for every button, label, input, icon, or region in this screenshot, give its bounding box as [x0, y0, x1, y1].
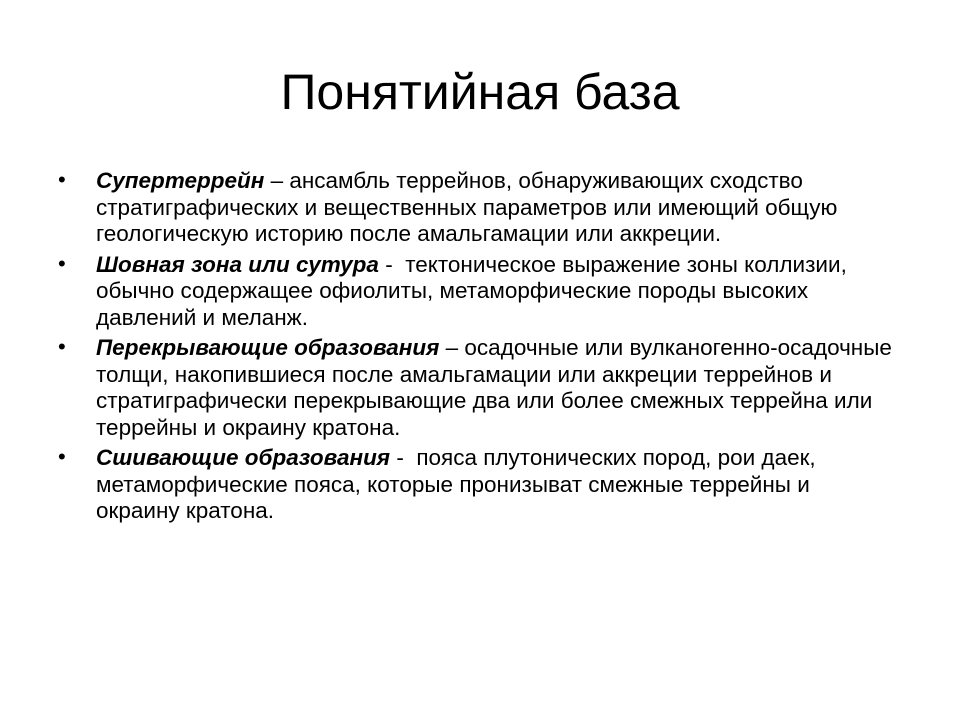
bullet-list: [56, 168, 896, 529]
bullet-icon: •: [58, 334, 66, 359]
bullet-term: Перекрывающие образования: [96, 335, 440, 360]
bullet-icon: •: [58, 167, 66, 192]
bullet-term: Сшивающие образования: [96, 445, 391, 470]
bullet-separator: -: [390, 445, 417, 470]
bullet-item-overlap: [56, 335, 896, 441]
bullet-separator: –: [439, 335, 465, 360]
bullet-separator: –: [264, 168, 290, 193]
bullet-item-stitching: [56, 445, 896, 525]
bullet-definition: осадочные или вулканогенно-осадочные толщи, накопившиеся после амальгамации или аккреции террейнов и стратиграфически перекрывающие два или более смежных террейна или террейны и окраину кратона.: [96, 335, 892, 440]
bullet-definition: ансамбль террейнов, обнаруживающих сходство стратиграфических и вещественных параметров или имеющий общую геологическую историю после амальгамации или аккреции.: [96, 168, 838, 246]
slide-title: Понятийная база: [280, 64, 680, 120]
bullet-definition: тектоническое выражение зоны коллизии, обычно содержащее офиолиты, метаморфические породы высоких давлений и меланж.: [96, 251, 847, 330]
bullet-term: Шовная зона или сутура: [96, 251, 379, 277]
bullet-separator: -: [378, 251, 406, 277]
bullet-term: Супертеррейн: [96, 168, 265, 193]
bullet-icon: •: [58, 250, 66, 276]
bullet-item-superterrane: [56, 168, 896, 248]
bullet-item-suture: [56, 252, 896, 332]
bullet-icon: •: [58, 444, 66, 469]
bullet-definition: пояса плутонических пород, рои даек, метаморфические пояса, которые пронизыват смежные террейны и окраину кратона.: [96, 445, 816, 523]
